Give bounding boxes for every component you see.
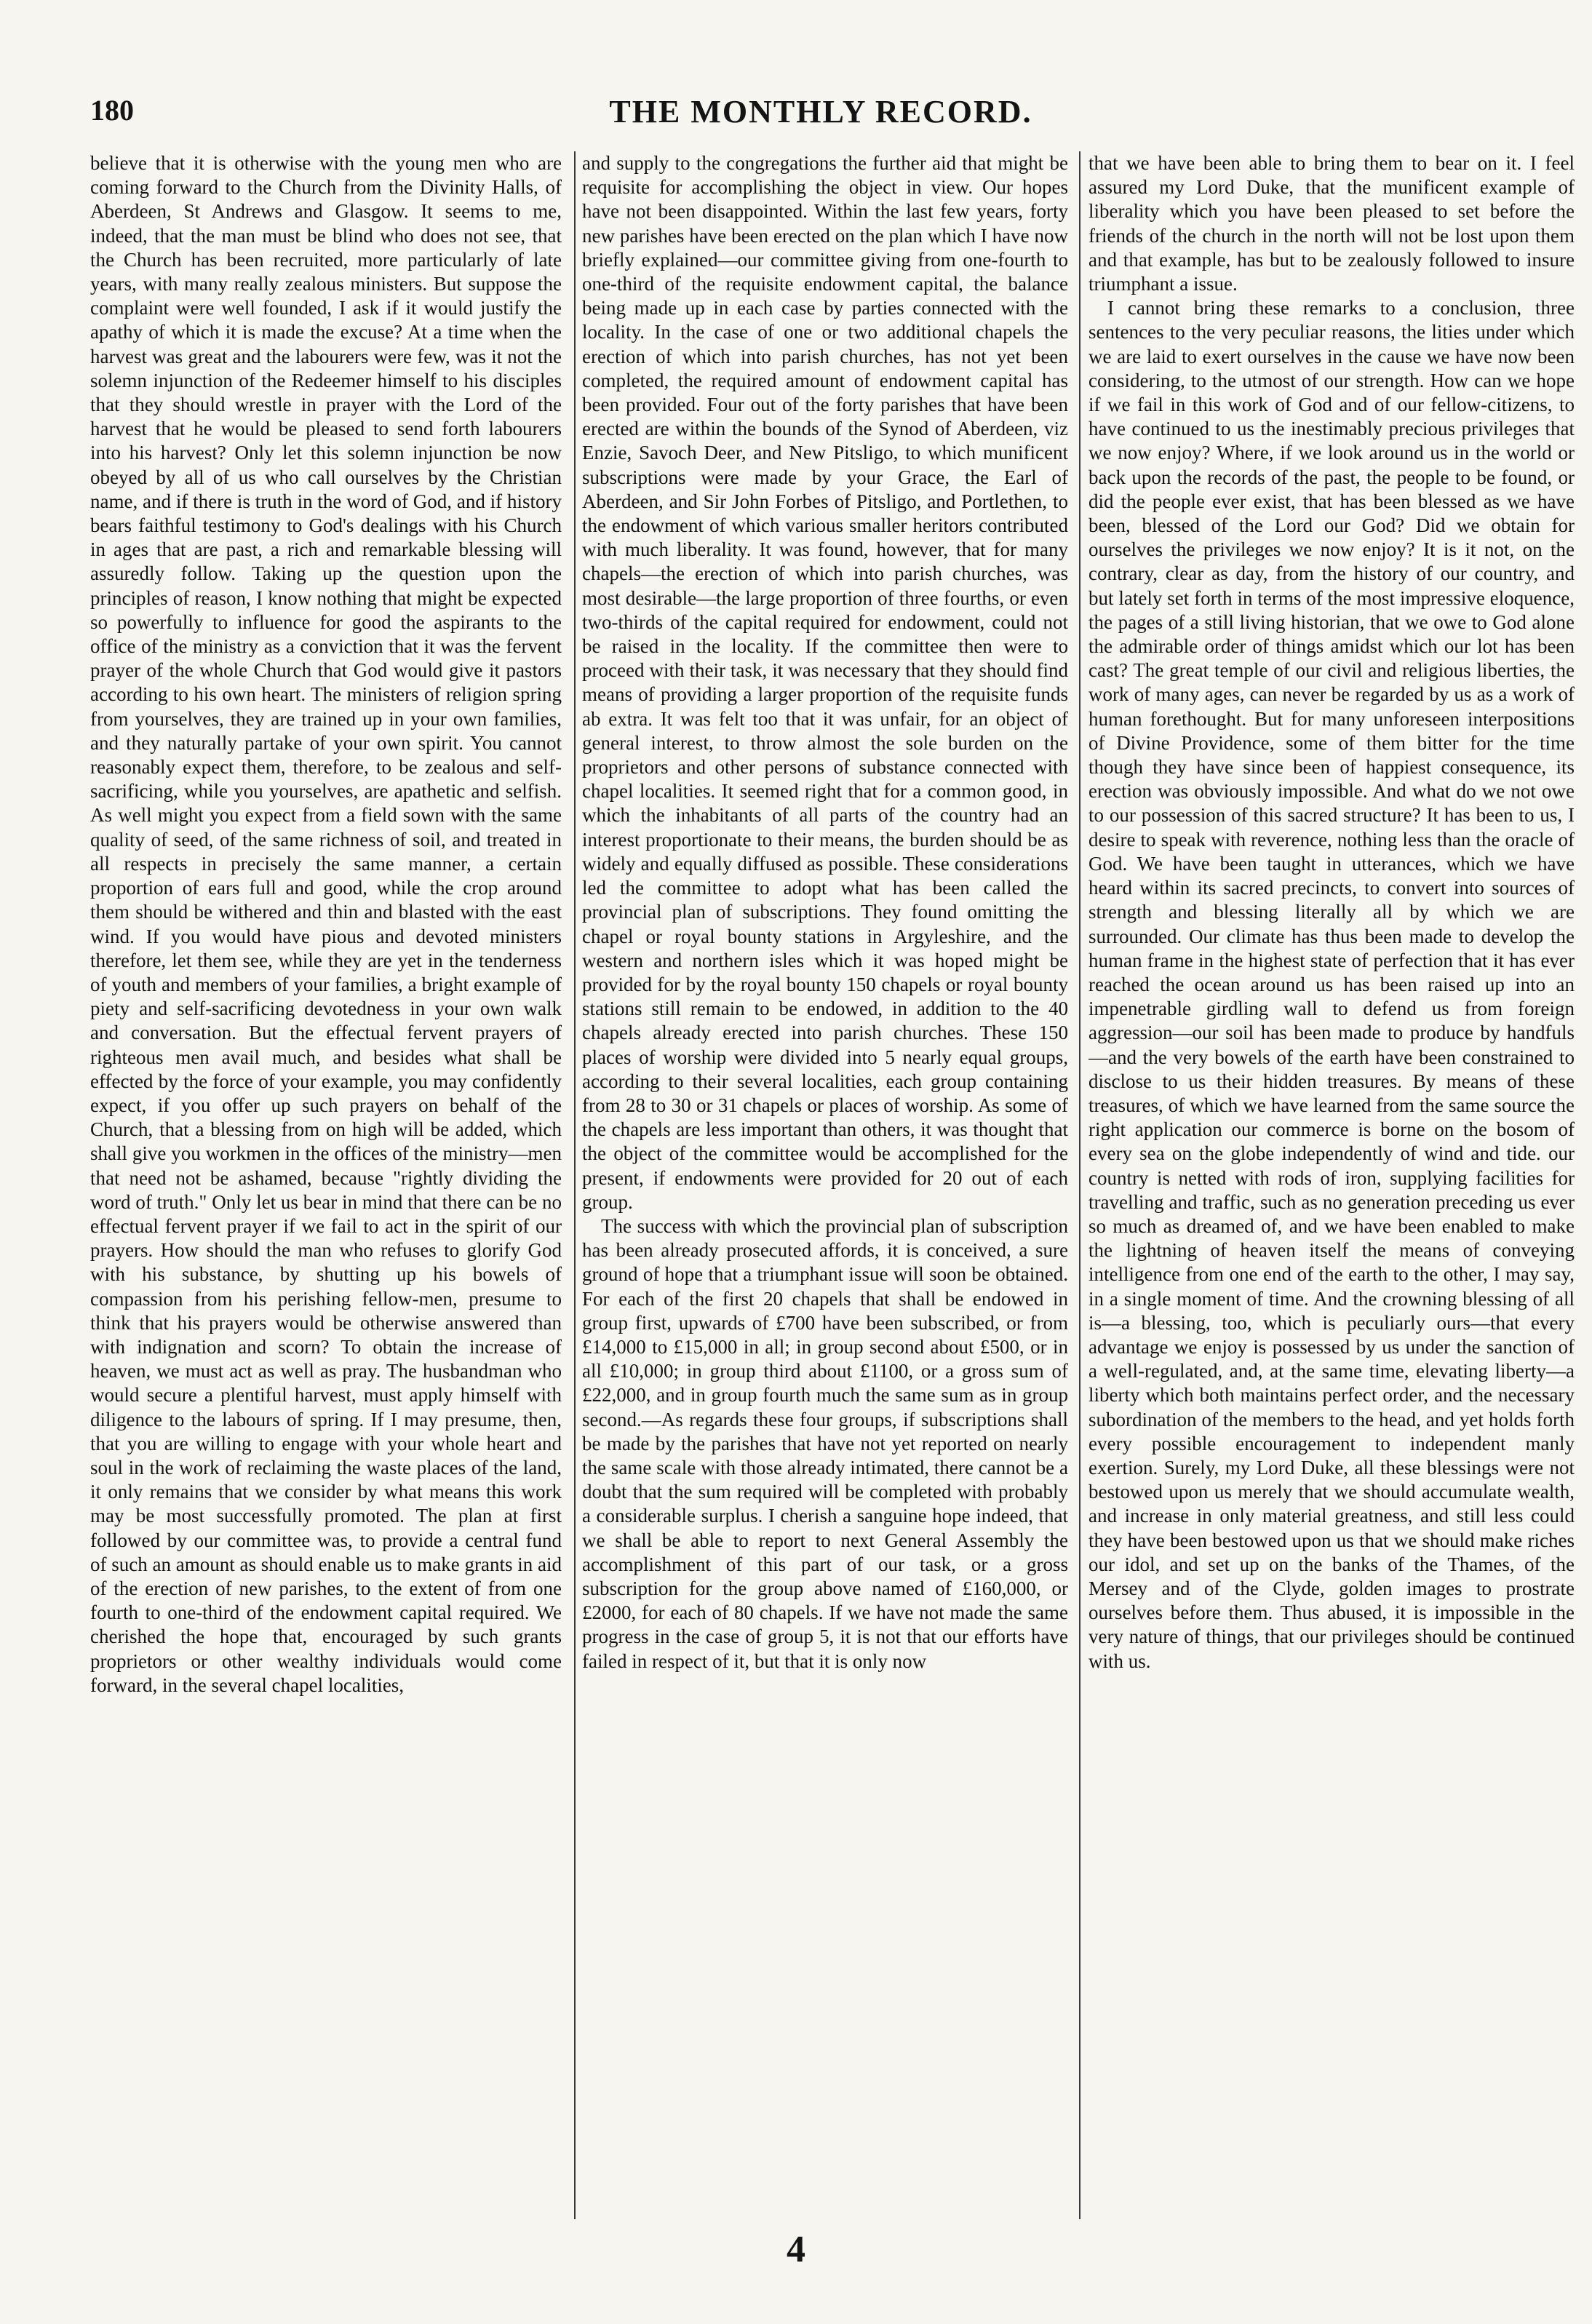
column-2-paragraph-2: The success with which the provincial plan of subscription has been already prosecuted affords, it is conceived, a sure ground of hope that a triumphant issue will soon be obtained. For each of the first 20 chapels that shall be endowed in group first, upwards of £700 have been subscribed, or from £14,000 to £15,000 in all; in group second about £500, or in all £10,000; in group third about £1100, or a gross sum of £22,000, and in group fourth much the same sum as in group second.—As regards these four groups, if subscriptions shall be made by the parishes that have not yet reported on nearly the same scale with those already intimated, there cannot be a doubt that the sum required will be completed with probably a considerable surplus. I cherish a sanguine hope indeed, that we shall be able to report to next General Assembly the accomplishment of this part of our task, or a gross subscription for the group above named of £160,000, or £2000, for each of 80 chapels. If we have not made the same progress in the case of group 5, it is not that our efforts have failed in respect of it, but that it is only now (582, 1214, 1068, 1672)
column-2-paragraph-1: and supply to the congregations the further aid that might be requisite for accomplishing the object in view. Our hopes have not been disappointed. Within the last few years, forty new parishes have been erected on the plan which I have now briefly explained—our committee giving from one-fourth to one-third of the requisite endowment capital, the balance being made up in each case by parties connected with the locality. In the case of one or two additional chapels the erection of which into parish churches, has not yet been completed, the required amount of endowment capital has been provided. Four out of the forty parishes that have been erected are within the bounds of the Synod of Aberdeen, viz Enzie, Savoch Deer, and New Pitsligo, to which munificent subscriptions were made by your Grace, the Earl of Aberdeen, and Sir John Forbes of Pitsligo, and Portlethen, to the endowment of which various smaller heritors contributed with much liberality. It was found, however, that for many chapels—the erection of which into parish churches, was most desirable—the large proportion of three fourths, or even two-thirds of the capital required for endowment, could not be raised in the locality. If the committee then were to proceed with their task, it was necessary that they should find means of providing a larger proportion of the requisite funds ab extra. It was felt too that it was unfair, for an object of general interest, to throw almost the sole burden on the proprietors and other persons of substance connected with chapel localities. It seemed right that for a common good, in which the inhabitants of all parts of the country had an interest proportionate to their means, the burden should be as widely and equally diffused as possible. These considerations led the committee to adopt what has been called the provincial plan of subscriptions. They found omitting the chapel or royal bounty stations in Argyleshire, and the western and northern isles which it was hoped might be provided for by the royal bounty 150 chapels or royal bounty stations still remain to be endowed, in addition to the 40 chapels already erected into parish churches. These 150 places of worship were divided into 5 nearly equal groups, according to their several localities, each group containing from 28 to 30 or 31 chapels or places of worship. As some of the chapels are less important than others, it was thought that the object of the committee would be accomplished for the present, if endowments were provided for 20 out of each group. (582, 152, 1068, 1213)
text-columns (90, 151, 1575, 2219)
column-divider-2 (1079, 151, 1080, 2219)
signature-mark: 4 (787, 2229, 805, 2270)
running-head: THE MONTHLY RECORD. (609, 94, 1032, 130)
column-3-paragraph-1: that we have been able to bring them to bear on it. I feel assured my Lord Duke, that the munificent example of liberality which you have been pleased to set before the friends of the church in the north will not be lost upon them and that example, has but to be zealously followed to insure triumphant a issue. (1088, 152, 1575, 295)
column-2 (582, 151, 1068, 2219)
column-3-paragraph-2: I cannot bring these remarks to a conclusion, three sentences to the very peculiar reasons, the lities under which we are laid to exert ourselves in the cause we have now been considering, to the utmost of our strength. How can we hope if we fail in this work of God and of our fellow-citizens, to have continued to us the inestimably precious privileges that we now enjoy? Where, if we look around us in the world or back upon the records of the past, the people to be found, or did the people ever exist, that has been blessed as we have been, blessed of the Lord our God? Did we obtain for ourselves the privileges we now enjoy? It is it not, on the contrary, clear as day, from the history of our country, and but lately set forth in terms of the most impressive eloquence, the pages of a still living historian, that we owe to God alone the admirable order of things amidst which our lot has been cast? The great temple of our civil and religious liberties, the work of many ages, can never be regarded by us as a work of human forethought. But for many unforeseen interpositions of Divine Providence, some of them bitter for the time though they have since been of happiest consequence, its erection was obviously impossible. And what do we not owe to our possession of this sacred structure? It has been to us, I desire to speak with reverence, nothing less than the oracle of God. We have been taught in utterances, which we have heard within its sacred precincts, to convert into sources of strength and blessing literally all by which we are surrounded. Our climate has thus been made to develop the human frame in the highest state of perfection that it has ever reached the ocean around us has been raised up into an impenetrable girdling wall to defend us from foreign aggression—our soil has been made to produce by handfuls—and the very bowels of the earth have been constrained to disclose to us their hidden treasures. By means of these treasures, of which we have learned from the same source the right application our commerce is borne on the bosom of every sea on the globe independently of wind and tide. our country is netted with rods of iron, supplying facilities for travelling and traffic, such as no generation preceding us ever so much as dreamed of, and we have been enabled to make the lightning of heaven itself the means of conveying intelligence from one end of the earth to the other, I may say, in a single moment of time. And the crowning blessing of all is—a blessing, too, which is peculiarly ours—that every advantage we enjoy is possessed by us under the sanction of a well-regulated, and, at the same time, elevating liberty—a liberty which both maintains perfect order, and the necessary subordination of the members to the head, and yet holds forth every possible encouragement to independent manly exertion. Surely, my Lord Duke, all these blessings were not bestowed upon us merely that we should accumulate wealth, and increase in only material greatness, and still less could they have been bestowed upon us that we should make riches our idol, and set up on the banks of the Thames, of the Mersey and of the Clyde, golden images to prostrate ourselves before them. Thus abused, it is impossible in the very nature of things, that our privileges should be continued with us. (1088, 297, 1575, 1672)
column-3 (1088, 151, 1575, 2219)
column-divider-1 (574, 151, 576, 2219)
page-header (86, 93, 1556, 140)
column-1-paragraph-1: believe that it is otherwise with the young men who are coming forward to the Church from the Divinity Halls, of Aberdeen, St Andrews and Glasgow. It seems to me, indeed, that the man must be blind who does not see, that the Church has been recruited, more particularly of late years, with many really zealous ministers. But suppose the complaint were well founded, I ask if it would justify the apathy of which it is made the excuse? At a time when the harvest was great and the labourers were few, was it not the solemn injunction of the Redeemer himself to his disciples that they should wrestle in prayer with the Lord of the harvest that he would be pleased to send forth labourers into his harvest? Only let this solemn injunction be now obeyed by all of us who call ourselves by the Christian name, and if there is truth in the word of God, and if history bears faithful testimony to God's dealings with his Church in ages that are past, a rich and remarkable blessing will assuredly follow. Taking up the question upon the principles of reason, I know nothing that might be expected so powerfully to influence for good the aspirants to the office of the ministry as a conviction that it was the fervent prayer of the whole Church that God would give it pastors according to his own heart. The ministers of religion spring from yourselves, they are trained up in your own families, and they naturally partake of your own spirit. You cannot reasonably expect them, therefore, to be zealous and self-sacrificing, while you yourselves, are apathetic and selfish. As well might you expect from a field sown with the same quality of seed, of the same richness of soil, and treated in all respects in precisely the same manner, a certain proportion of ears full and good, while the crop around them should be withered and thin and blasted with the east wind. If you would have pious and devoted ministers therefore, let them see, while they are yet in the tenderness of youth and members of your families, a bright example of piety and self-sacrificing devotedness in your own walk and conversation. But the effectual fervent prayers of righteous men avail much, and besides what shall be effected by the force of your example, you may confidently expect, if you offer up such prayers on behalf of the Church, that a blessing from on high will be added, which shall give you workmen in the offices of the ministry—men that need not be ashamed, because "rightly dividing the word of truth." Only let us bear in mind that there can be no effectual fervent prayer if we fail to act in the spirit of our prayers. How should the man who refuses to glorify God with his substance, by shutting up his bowels of compassion from his perishing fellow-men, presume to think that his prayers would be otherwise answered than with indignation and scorn? To obtain the increase of heaven, we must act as well as pray. The husbandman who would secure a plentiful harvest, must apply himself with diligence to the labours of spring. If I may presume, then, that you are willing to engage with your whole heart and soul in the work of reclaiming the waste places of the land, it only remains that we consider by what means this work may be most successfully promoted. The plan at first followed by our committee was, to provide a central fund of such an amount as should enable us to make grants in aid of the erection of new parishes, to the extent of from one fourth to one-third of the endowment capital required. We cherished the hope that, encouraged by such grants proprietors or other wealthy individuals would come forward, in the several chapel localities, (90, 152, 562, 1696)
column-1 (90, 151, 562, 2219)
page-number: 180 (90, 94, 134, 127)
